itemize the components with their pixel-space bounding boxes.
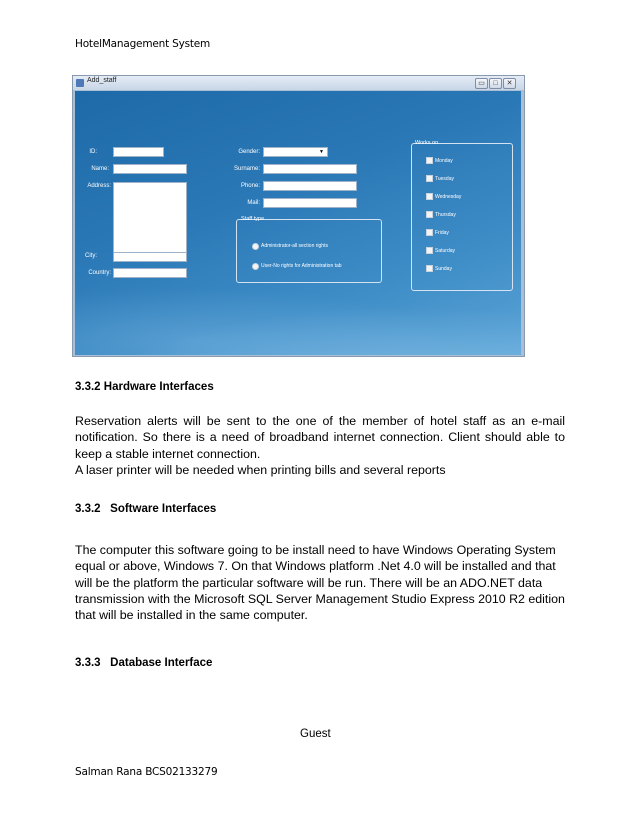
software-line-1: The computer this software going to be install need to have Windows Operating System	[75, 543, 556, 557]
database-heading: 3.3.3 Database Interface	[75, 657, 213, 669]
software-heading: 3.3.2 Software Interfaces	[75, 503, 217, 515]
friday-checkbox[interactable]	[426, 229, 433, 236]
address-label: Address:	[87, 183, 111, 189]
dropdown-arrow-icon: ▼	[319, 149, 324, 155]
country-label: Country:	[88, 270, 111, 276]
phone-field[interactable]	[263, 181, 357, 191]
wednesday-checkbox[interactable]	[426, 193, 433, 200]
maximize-icon[interactable]: □	[489, 78, 502, 89]
hardware-line-4: A laser printer will be needed when printing bills and several reports	[75, 462, 446, 477]
software-line-2: equal or above, Windows 7. On that Windows platform .Net 4.0 will be installed and that	[75, 559, 556, 574]
city-field[interactable]	[113, 252, 187, 262]
works-on-title: Works on	[415, 140, 439, 146]
form-area	[75, 91, 521, 355]
saturday-label: Saturday	[435, 248, 456, 254]
user-radio[interactable]	[252, 263, 259, 270]
window-titlebar	[73, 76, 524, 90]
admin-radio-label: Administrator-all section rights	[261, 243, 328, 249]
friday-label: Friday	[435, 230, 449, 236]
staff-type-group	[236, 219, 382, 283]
thursday-label: Thursday	[435, 212, 456, 218]
page-footer: Salman Rana BCS02133279	[75, 766, 218, 778]
software-line-4: transmission with the Microsoft SQL Server Management Studio Express 2010 R2 edition	[75, 591, 565, 606]
gender-select[interactable]	[263, 147, 328, 157]
monday-checkbox[interactable]	[426, 157, 433, 164]
city-label: City:	[85, 253, 97, 259]
mail-field[interactable]	[263, 198, 357, 208]
software-line-3: will be the platform the particular software will be run. There will be an ADO.NET data	[75, 575, 543, 590]
software-paragraph	[75, 542, 565, 623]
hardware-line-2: notification. So there is a need of broadband internet connection. Client should able to	[75, 430, 565, 445]
monday-label: Monday	[435, 158, 453, 164]
hardware-line-3: keep a stable internet connection.	[75, 446, 261, 461]
name-field[interactable]	[113, 164, 187, 174]
surname-field[interactable]	[263, 164, 357, 174]
app-icon	[76, 79, 84, 87]
mail-label: Mail:	[247, 200, 260, 206]
sunday-label: Sunday	[435, 266, 452, 272]
hardware-paragraph	[75, 413, 565, 478]
window-title: Add_staff	[87, 77, 117, 84]
address-field[interactable]	[113, 182, 187, 258]
country-field[interactable]	[113, 268, 187, 278]
user-radio-label: User-No rights for Administration tab	[261, 263, 342, 269]
surname-label: Surname:	[233, 166, 260, 172]
add-staff-screenshot	[72, 75, 525, 357]
wednesday-label: Wednesday	[435, 194, 462, 200]
close-icon[interactable]: ✕	[503, 78, 516, 89]
id-label: ID:	[89, 149, 97, 155]
guest-label: Guest	[300, 728, 331, 740]
minimize-icon[interactable]: ▭	[475, 78, 488, 89]
gender-label: Gender:	[238, 149, 260, 155]
id-field[interactable]	[113, 147, 164, 157]
tuesday-checkbox[interactable]	[426, 175, 433, 182]
saturday-checkbox[interactable]	[426, 247, 433, 254]
sunday-checkbox[interactable]	[426, 265, 433, 272]
staff-type-title: Staff type	[241, 216, 265, 222]
hardware-heading: 3.3.2 Hardware Interfaces	[75, 381, 214, 393]
tuesday-label: Tuesday	[435, 176, 454, 182]
thursday-checkbox[interactable]	[426, 211, 433, 218]
admin-radio[interactable]	[252, 243, 259, 250]
name-label: Name:	[91, 166, 109, 172]
phone-label: Phone:	[240, 183, 260, 189]
software-line-5: that will be installed in the same computer.	[75, 608, 308, 623]
hardware-line-1: Reservation alerts will be sent to the one of the member of hotel staff as an e-mail	[75, 414, 565, 428]
page-header: HotelManagement System	[75, 38, 211, 50]
